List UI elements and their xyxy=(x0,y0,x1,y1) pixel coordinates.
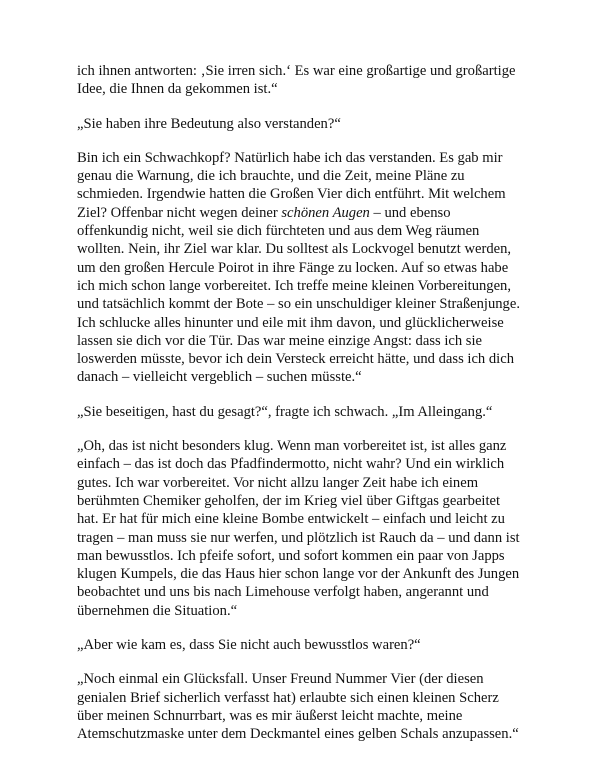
text-segment: Ziel? Offenbar nicht wegen deiner xyxy=(77,204,282,221)
text-line: genau die Warnung, die ich brauchte, und die Zeit, meine Pläne zu xyxy=(77,168,465,185)
text-line: „Sie beseitigen, hast du gesagt?“, fragte ich schwach. „Im Alleingang.“ xyxy=(77,403,493,420)
paragraph-6 xyxy=(77,636,537,654)
text-line: „Oh, das ist nicht besonders klug. Wenn man vorbereitet ist, ist alles ganz xyxy=(77,438,507,455)
text-line: Idee, die Ihnen da gekommen ist.“ xyxy=(77,81,278,98)
text-segment: – und ebenso xyxy=(369,204,451,221)
text-line: Ich schlucke alles hinunter und eile mit ihm davon, und glücklicherweise xyxy=(77,314,504,331)
text-line: Bin ich ein Schwachkopf? Natürlich habe ich das verstanden. Es gab mir xyxy=(77,149,503,166)
document-page xyxy=(77,62,537,760)
text-line: ich ihnen antworten: ‚Sie irren sich.‘ Es war eine großartige und großartige xyxy=(77,63,516,79)
text-line: genialen Brief sicherlich verfasst hat) erlaubte sich einen kleinen Scherz xyxy=(77,689,499,706)
text-line: „Aber wie kam es, dass Sie nicht auch bewusstlos waren?“ xyxy=(77,637,421,654)
text-line: danach – vielleicht vergeblich – suchen müsste.“ xyxy=(77,369,362,386)
text-line: Atemschutzmaske unter dem Deckmantel eines gelben Schals anzupassen.“ xyxy=(77,726,519,743)
text-line: über meinen Schnurrbart, was es mir äußerst leicht machte, meine xyxy=(77,707,463,724)
text-line: und tatsächlich kommt der Bote – so ein unschuldiger kleiner Straßenjunge. xyxy=(77,296,520,313)
text-line: übernehmen die Situation.“ xyxy=(77,602,238,619)
text-line: ich mich schon lange vorbereitet. Ich treffe meine kleinen Vorbereitungen, xyxy=(77,277,512,294)
text-line: offenkundig nicht, weil sie dich fürchteten und aus dem Weg räumen xyxy=(77,223,480,240)
text-line: einfach – das ist doch das Pfadfindermotto, nicht wahr? Und ein wirklich xyxy=(77,456,505,473)
text-line: lassen sie dich vor die Tür. Das war meine einzige Angst: dass ich sie xyxy=(77,332,483,349)
paragraph-7 xyxy=(77,670,537,743)
text-line: „Noch einmal ein Glücksfall. Unser Freund Nummer Vier (der diesen xyxy=(77,671,484,688)
text-line: gutes. Ich war vorbereitet. Vor nicht allzu langer Zeit habe ich einem xyxy=(77,474,479,491)
text-line: berühmten Chemiker geholfen, der im Krieg viel über Giftgas gearbeitet xyxy=(77,492,501,509)
paragraph-3 xyxy=(77,149,537,387)
text-line: um den großen Hercule Poirot in ihre Fänge zu locken. Auf so etwas habe xyxy=(77,259,509,276)
text-line: klugen Kumpels, die das Haus hier schon lange vor der Ankunft des Jungen xyxy=(77,566,520,583)
paragraph-4 xyxy=(77,403,537,421)
paragraph-1 xyxy=(77,62,537,99)
italic-phrase: schönen Augen xyxy=(281,204,370,221)
text-line: „Sie haben ihre Bedeutung also verstanden?“ xyxy=(77,115,341,132)
paragraph-5 xyxy=(77,437,537,620)
text-line: beobachtet und uns bis nach Limehouse verfolgt haben, angerannt und xyxy=(77,584,489,601)
text-line: schmieden. Irgendwie hatten die Großen Vier dich entführt. Mit welchem xyxy=(77,186,506,203)
text-line: wollten. Nein, ihr Ziel war klar. Du solltest als Lockvogel benutzt werden, xyxy=(77,241,512,258)
text-line: loswerden müsste, bevor ich dein Versteck erreicht hätte, und dass ich dich xyxy=(77,351,515,368)
text-line: man bewusstlos. Ich pfeife sofort, und sofort kommen ein paar von Japps xyxy=(77,547,505,564)
text-line-with-italic xyxy=(77,204,537,222)
text-line: hat. Er hat für mich eine kleine Bombe entwickelt – einfach und leicht zu xyxy=(77,511,505,528)
text-line: tragen – man muss sie nur werfen, und plötzlich ist Rauch da – und dann ist xyxy=(77,529,520,546)
paragraph-2 xyxy=(77,115,537,133)
